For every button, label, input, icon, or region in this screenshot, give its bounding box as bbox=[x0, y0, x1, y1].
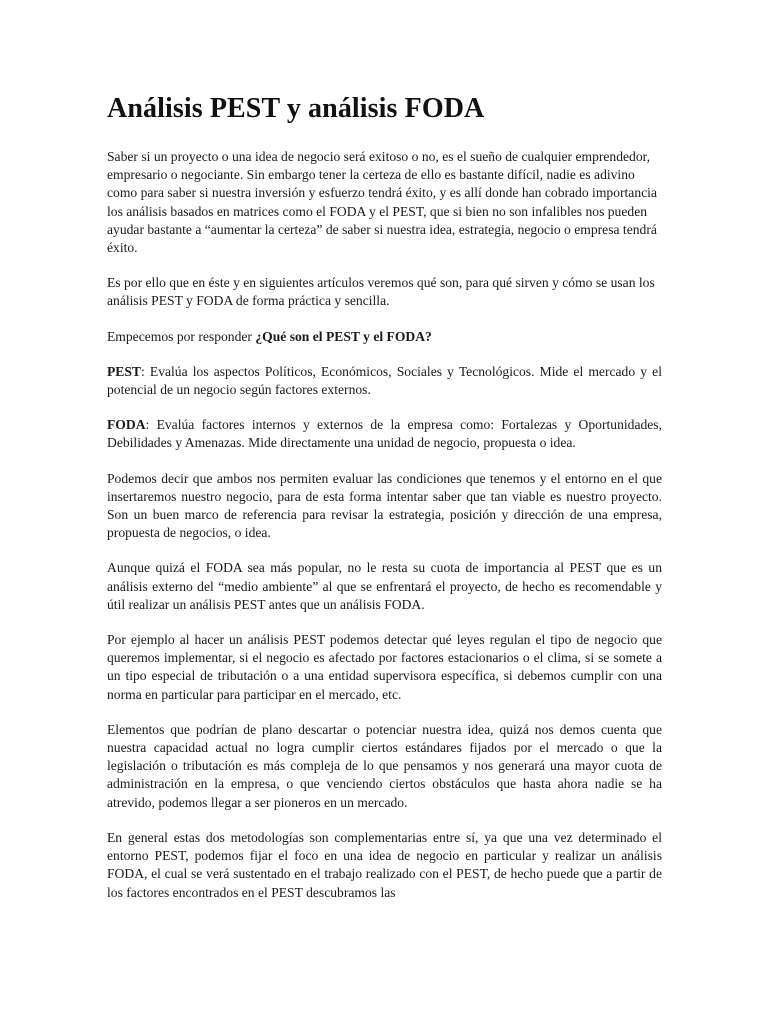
paragraph-foda-definition bbox=[107, 416, 662, 452]
foda-definition-text: : Evalúa factores internos y externos de la empresa como: Fortalezas y Oportunidades, Debilidades y Amenazas. Mide directamente una unidad de negocio, propuesta o idea. bbox=[107, 417, 662, 451]
paragraph-question bbox=[107, 328, 662, 346]
paragraph-elements: Elementos que podrían de plano descartar o potenciar nuestra idea, quizá nos demos cuenta que nuestra capacidad actual no logra cumplir ciertos estándares fijados por el mercado o que la legislación o tributación es más compleja de lo que pensamos y nos generará una mayor cuota de administración en la empresa, o que venciendo ciertos obstáculos que hasta ahora nadie se ha atrevido, podemos llegar a ser pioneros en un mercado. bbox=[107, 721, 662, 810]
page-title: Análisis PEST y análisis FODA bbox=[107, 93, 485, 124]
paragraph-intro: Saber si un proyecto o una idea de negocio será exitoso o no, es el sueño de cualquier emprendedor, empresario o negociante. Sin embargo tener la certeza de ello es bastante difícil, nadie es adivino como para saber si nuestra inversión y esfuerzo tendrá éxito, y es allí donde han cobrado importancia los análisis basados en matrices como el FODA y el PEST, que si bien no son infalibles nos pueden ayudar bastante a “aumentar la certeza” de saber si nuestra idea, estrategia, negocio o empresa tendrá éxito. bbox=[107, 149, 657, 256]
document-body bbox=[107, 92, 662, 919]
paragraph-complementary: En general estas dos metodologías son complementarias entre sí, ya que una vez determinado el entorno PEST, podemos fijar el foco en una idea de negocio en particular y realizar un análisis FODA, el cual se verá sustentado en el trabajo realizado con el PEST, de hecho puede que a partir de los factores encontrados en el PEST descubramos las bbox=[107, 829, 662, 900]
question-lead-text: Empecemos por responder bbox=[107, 328, 256, 344]
paragraph-purpose: Es por ello que en éste y en siguientes artículos veremos qué son, para qué sirven y cómo se usan los análisis PEST y FODA de forma práctica y sencilla. bbox=[107, 275, 655, 309]
foda-term: FODA bbox=[107, 417, 146, 433]
paragraph-pest-importance: Aunque quizá el FODA sea más popular, no le resta su cuota de importancia al PEST que es un análisis externo del “medio ambiente” al que se enfrentará el proyecto, de hecho es recomendable y útil realizar un análisis PEST antes que un análisis FODA. bbox=[107, 560, 662, 612]
paragraph-pest-example: Por ejemplo al hacer un análisis PEST podemos detectar qué leyes regulan el tipo de negocio que queremos implementar, si el negocio es afectado por factores estacionarios o el clima, si se somete a un tipo especial de tributación o a una entidad supervisora específica, si debemos cumplir con una norma en particular para participar en el mercado, etc. bbox=[107, 632, 662, 702]
pest-definition-text: : Evalúa los aspectos Políticos, Económicos, Sociales y Tecnológicos. Mide el mercado y el potencial de un negocio según factores externos. bbox=[107, 363, 662, 398]
paragraph-comparison: Podemos decir que ambos nos permiten evaluar las condiciones que tenemos y el entorno en el que insertaremos nuestro negocio, para de esta forma intentar saber que tan viable es nuestro proyecto. Son un buen marco de referencia para revisar la estrategia, posición y dirección de una empresa, propuesta de negocios, o idea. bbox=[107, 470, 662, 541]
question-heading: ¿Qué son el PEST y el FODA? bbox=[255, 328, 432, 344]
pest-term: PEST bbox=[107, 363, 141, 379]
paragraph-pest-definition bbox=[107, 363, 662, 399]
